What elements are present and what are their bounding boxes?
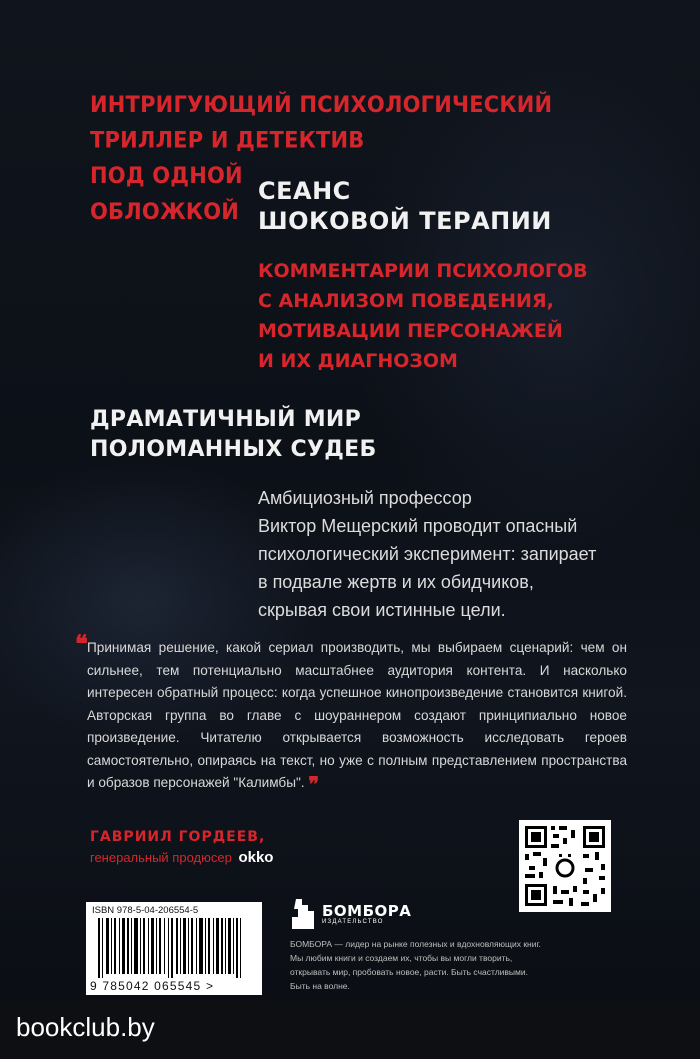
- comments-line: С АНАЛИЗОМ ПОВЕДЕНИЯ,: [258, 290, 554, 312]
- annotation-line: психологический эксперимент: запирает: [258, 544, 597, 564]
- book-title: [258, 176, 658, 236]
- site-watermark: bookclub.by: [16, 1012, 155, 1042]
- tagline-line: ПОД ОДНОЙ: [90, 163, 243, 189]
- watermark-footer: [0, 1000, 700, 1059]
- quote-author: [90, 829, 410, 866]
- comments-line: МОТИВАЦИИ ПЕРСОНАЖЕЙ: [258, 320, 563, 342]
- isbn-label: ISBN 978-5-04-206554-5: [92, 905, 199, 916]
- open-quote-icon: ❝: [75, 629, 88, 658]
- comments-line: И ИХ ДИАГНОЗОМ: [258, 350, 458, 372]
- comments-line: КОММЕНТАРИИ ПСИХОЛОГОВ: [258, 260, 588, 282]
- publisher-subtitle: ИЗДАТЕЛЬСТВО: [322, 919, 384, 925]
- publisher-name: БОМБОРА: [322, 902, 412, 920]
- author-name: ГАВРИИЛ ГОРДЕЕВ,: [90, 829, 266, 845]
- bombora-wave-icon: [290, 897, 316, 931]
- barcode-icon: [98, 918, 254, 978]
- headline: [90, 405, 590, 465]
- isbn-barcode: [86, 902, 262, 995]
- okko-logo: okko: [238, 849, 274, 866]
- tagline-line: ТРИЛЛЕР И ДЕТЕКТИВ: [90, 127, 365, 153]
- annotation-line: Амбициозный профессор: [258, 488, 472, 508]
- publisher-block: [290, 897, 630, 993]
- publisher-logo: [290, 897, 630, 931]
- headline-line: ПОЛОМАННЫХ СУДЕБ: [90, 437, 377, 462]
- author-role: генеральный продюсер: [90, 850, 232, 865]
- annotation-line: Виктор Мещерский проводит опасный: [258, 516, 578, 536]
- annotation-line: в подвале жертв и их обидчиков,: [258, 572, 534, 592]
- annotation: [258, 484, 658, 624]
- review-quote: [75, 629, 627, 796]
- title-line: СЕАНС: [258, 177, 351, 205]
- title-line: ШОКОВОЙ ТЕРАПИИ: [258, 207, 552, 235]
- headline-line: ДРАМАТИЧНЫЙ МИР: [90, 407, 362, 432]
- close-quote-icon: ❞: [308, 772, 320, 796]
- tagline-line: ИНТРИГУЮЩИЙ ПСИХОЛОГИЧЕСКИЙ: [90, 91, 553, 118]
- author-role-line: [90, 849, 410, 866]
- annotation-line: скрывая свои истинные цели.: [258, 600, 506, 620]
- quote-text: Принимая решение, какой сериал производить, мы выбираем сценарий: чем он сильнее, тем потенциально масштабнее аудитория контента. И насколько интересен обратный процесс: когда успешное кинопроизведение становится книгой. Авторская группа во главе с шоураннером создают принципиально новое произведение. Читателю открывается возможность исследовать героев самостоятельно, опираясь на текст, но уже с полным представлением пространства и образов персонажей "Калимбы".: [87, 640, 627, 790]
- comments-blurb: [258, 256, 678, 376]
- publisher-description: БОМБОРА — лидер на рынке полезных и вдохновляющих книг. Мы любим книги и создаем их, чтобы вы могли творить, открывать мир, пробовать новое, расти. Быть счастливыми. Быть на волне.: [290, 939, 541, 991]
- tagline-line: ОБЛОЖКОЙ: [90, 198, 240, 225]
- isbn-digits: 9 785042 065545 >: [90, 979, 215, 993]
